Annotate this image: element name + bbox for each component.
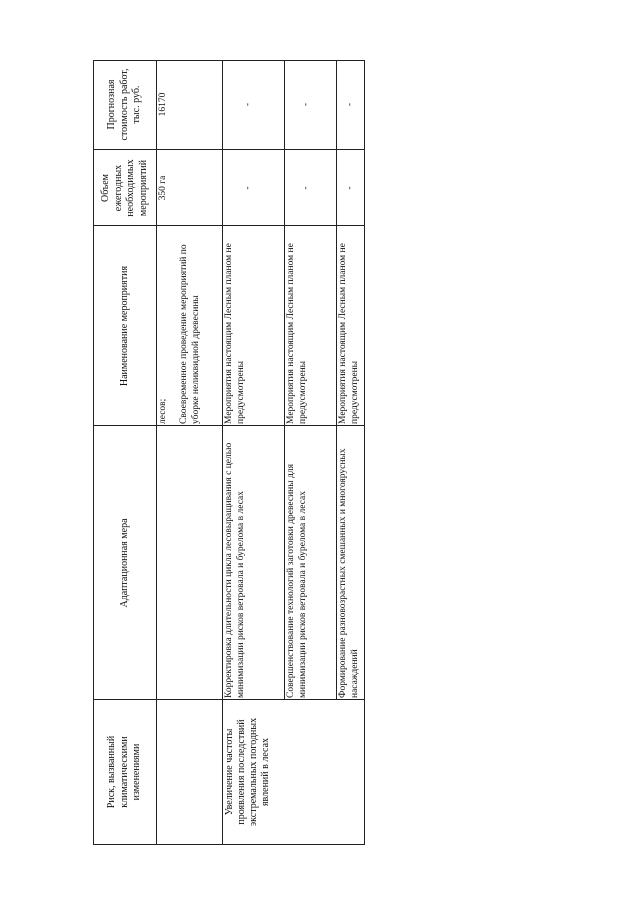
row3-measure: Совершенствование технологий заготовки древесины для минимизации рисков ветровала и бурелома в лесах — [286, 464, 308, 698]
row2-risk: Увеличение частоты проявления последствий экстремальных погодных явлений в лесах — [224, 717, 271, 827]
row1-activity-line1: лесов; — [158, 398, 168, 424]
row1-activity-line2: Своевременное проведение мероприятий по уборке неликвидной древесины — [179, 244, 201, 424]
header-measure: Адаптационная мера — [118, 518, 130, 608]
row2-measure: Корректировка длительности цикла лесовыращивания с целью минимизации рисков ветровала и бурелома в лесах — [224, 442, 246, 698]
header-activity: Наименование мероприятия — [118, 265, 130, 387]
row2-activity: Мероприятия настоящим Лесным планом не предусмотрены — [224, 243, 246, 424]
row3-cost: - — [301, 102, 311, 107]
row1-volume: 350 га — [158, 175, 168, 201]
row3-volume: - — [301, 186, 311, 190]
row3-activity: Мероприятия настоящим Лесным планом не предусмотрены — [286, 243, 308, 424]
header-volume: Объем ежегодных необходимых мероприятий — [100, 159, 149, 217]
row1-activity — [156, 226, 222, 426]
row2-volume: - — [243, 186, 253, 190]
header-cost: Прогнозная стоимость работ, тыс. руб. — [106, 68, 143, 141]
row4-activity: Мероприятия настоящим Лесным планом не предусмотрены — [338, 243, 360, 424]
row1-cost: 16170 — [158, 92, 168, 117]
measures-table — [93, 60, 365, 845]
row2-cost: - — [243, 102, 253, 107]
header-risk: Риск, вызванный климатическими изменениями — [106, 735, 143, 809]
row4-measure: Формирование разновозрастных смешанных и многоярусных насаждений — [338, 448, 360, 698]
row4-volume: - — [345, 186, 355, 190]
row4-cost: - — [345, 102, 355, 107]
